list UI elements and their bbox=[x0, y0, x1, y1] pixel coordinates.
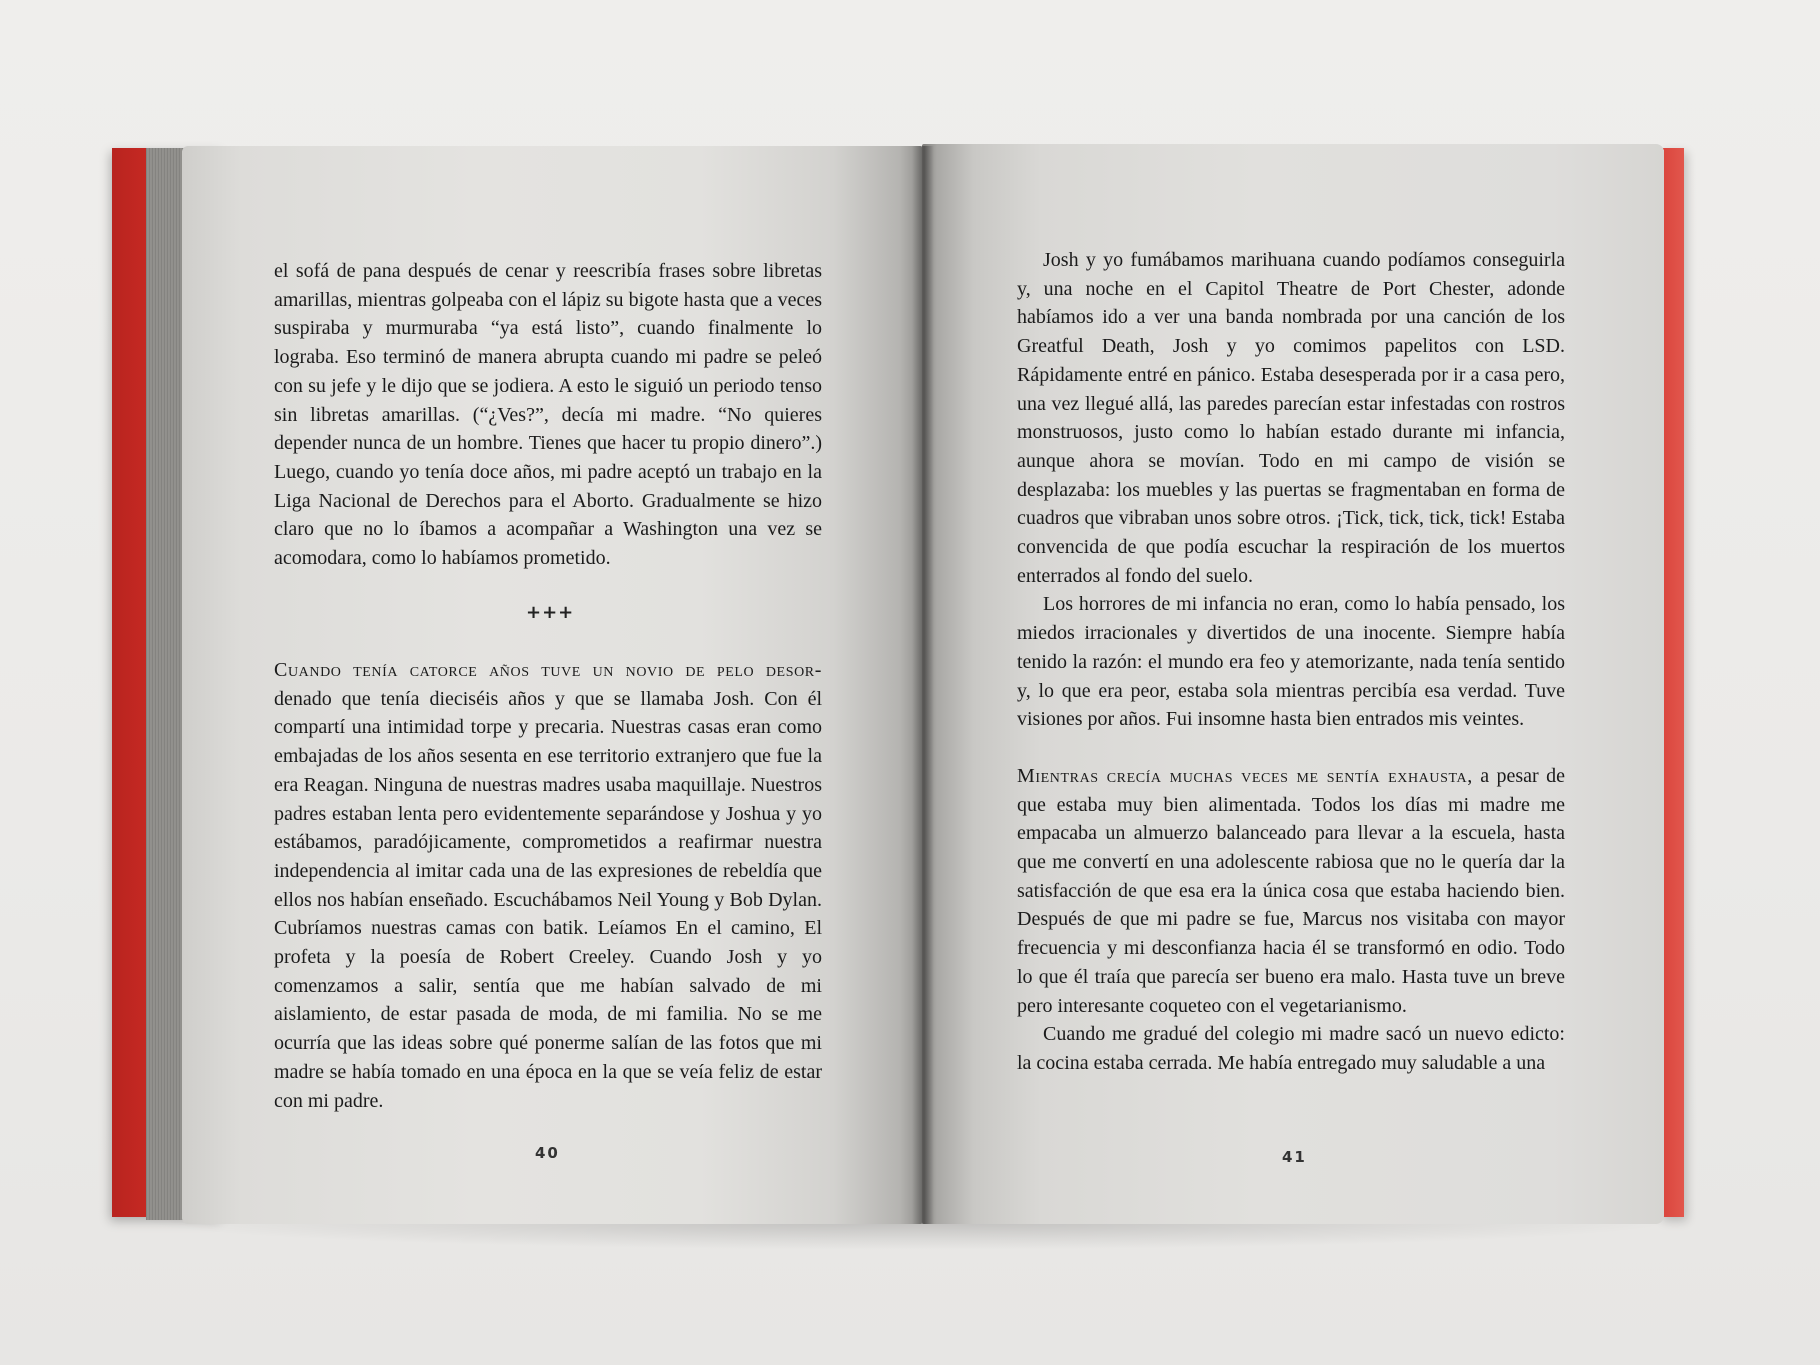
page-number-left: 40 bbox=[535, 1144, 560, 1162]
right-last-paragraph: Cuando me gradué del colegio mi madre sacó un nuevo edicto: la cocina estaba cerrada. Me había entregado muy saludable a una bbox=[1017, 1023, 1565, 1074]
right-section-paragraph bbox=[1017, 762, 1565, 1020]
right-paragraph-1: Josh y yo fumábamos marihuana cuando podíamos conseguirla y, una noche en el Capitol Theatre de Port Chester, adonde habíamos ido a ver una banda nombrada por una canción de los Greatful Death, Josh y yo comimos papelitos con LSD. Rápidamente entré en pánico. Estaba desesperada por ir a casa pero, una vez llegué allá, las paredes parecían estar infestadas con rostros monstruosos, justo como lo habían estado durante mi infancia, aunque ahora se movían. Todo en mi campo de visión se desplazaba: los muebles y las puertas se fragmentaban en forma de cuadros que vibraban unos sobre otros. ¡Tick, tick, tick, tick! Estaba convencida de que podía escuchar la respiración de los muertos enterrados al fondo del suelo. bbox=[1017, 249, 1565, 587]
right-page-text bbox=[1017, 246, 1565, 1078]
left-section-text bbox=[274, 656, 822, 1115]
left-section-paragraph bbox=[274, 656, 822, 1115]
paragraph-gap bbox=[1017, 734, 1565, 762]
right-section-body: a pesar de que estaba muy bien alimentada. Todos los días mi madre me empacaba un almuerzo balanceado para llevar a la escuela, hasta que me convertí en una adolescente rabiosa que no le quería dar la satisfacción de que esa era la única cosa que estaba haciendo bien. Después de que mi padre se fue, Marcus nos visitaba con mayor frecuencia y mi desconfianza hacia él se transformó en odio. Todo lo que él traía que parecía ser bueno era malo. Hasta tuve un breve pero interesante coqueteo con el vegetarianismo. bbox=[1017, 764, 1566, 1017]
right-section-lead: Mientras crecía muchas veces me sentía exhausta, bbox=[1017, 764, 1473, 787]
section-separator: +++ bbox=[526, 602, 575, 623]
left-section-lead: Cuando tenía catorce años tuve un novio de pelo desor- bbox=[274, 659, 822, 681]
left-page-edges bbox=[146, 148, 184, 1220]
left-paragraph-1: el sofá de pana después de cenar y reescribía frases sobre libretas amarillas, mientras golpeaba con el lápiz su bigote hasta que a veces suspiraba y murmuraba “ya está listo”, cuando finalmente lo lograba. Eso terminó de manera abrupta cuando mi padre se peleó con su jefe y le dijo que se jodiera. A esto le siguió un periodo tenso sin libretas amarillas. (“¿Ves?”, decía mi madre. “No quieres depender nunca de un hombre. Tienes que hacer tu propio dinero”.) Luego, cuando yo tenía doce años, mi padre aceptó un trabajo en la Liga Nacional de Derechos para el Aborto. Gradualmente se hizo claro que no lo íbamos a acompañar a Washington una vez se acomodara, como lo habíamos prometido. bbox=[274, 260, 822, 570]
book-gutter bbox=[912, 146, 934, 1224]
page-number-right: 41 bbox=[1282, 1148, 1307, 1166]
left-section-body: denado que tenía dieciséis años y que se llamaba Josh. Con él compartí una intimidad torpe y precaria. Nuestras casas eran como embajadas de los años sesenta en ese territorio extranjero que fue la era Reagan. Ninguna de nuestras madres usaba maquillaje. Nuestros padres estaban lenta pero evidentemente separándose y Joshua y yo estábamos, paradójicamente, comprometidos a reafirmar nuestra independencia al imitar cada una de las expresiones de rebeldía que ellos nos habían enseñado. Escuchábamos Neil Young y Bob Dylan. Cubríamos nuestras camas con batik. Leíamos En el camino, El profeta y la poesía de Robert Creeley. Cuando Josh y yo comenzamos a salir, sentía que me habían salvado de mi aislamiento, de estar pasada de moda, de mi familia. No se me ocurría que las ideas sobre qué ponerme salían de las fotos que mi madre se había tomado en una época en la que se veía feliz de estar con mi padre. bbox=[274, 687, 822, 1112]
left-page-text bbox=[274, 257, 822, 573]
right-paragraph-2: Los horrores de mi infancia no eran, como lo había pensado, los miedos irracionales y divertidos de una inocente. Siempre había tenido la razón: el mundo era feo y atemorizante, nada tenía sentido y, lo que era peor, estaba sola mientras percibía esa verdad. Tuve visiones por años. Fui insomne hasta bien entrados mis veintes. bbox=[1017, 593, 1565, 731]
